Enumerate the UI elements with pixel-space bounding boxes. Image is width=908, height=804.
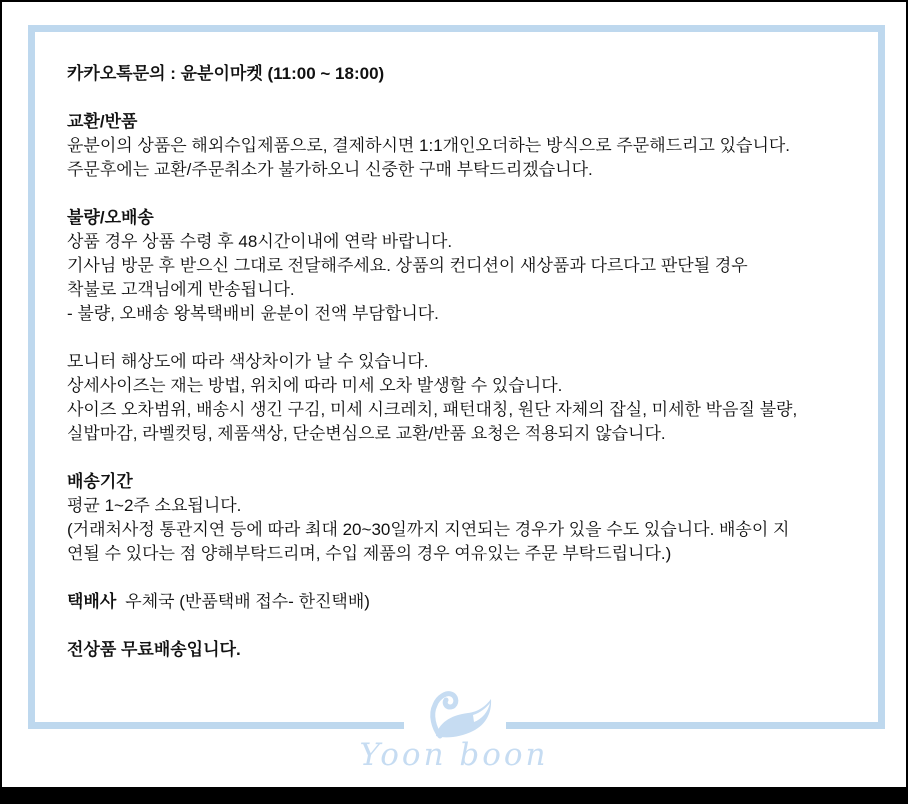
section-heading-delivery: 배송기간 — [67, 472, 133, 491]
swan-icon — [418, 686, 494, 742]
courier-label: 택배사 — [67, 592, 117, 611]
section-delivery-period — [67, 470, 872, 566]
notice-content — [67, 62, 872, 686]
courier-line — [67, 590, 872, 614]
free-shipping-line: 전상품 무료배송입니다. — [67, 640, 241, 659]
notice-line: 기사님 방문 후 받으신 그대로 전달해주세요. 상품의 컨디션이 새상품과 다르다고 판단될 경우 — [67, 256, 748, 275]
kakao-contact-line: 카카오톡문의 : 윤분이마켓 (11:00 ~ 18:00) — [67, 64, 385, 83]
bottom-black-bar — [0, 787, 908, 804]
section-heading-exchange: 교환/반품 — [67, 112, 138, 131]
notice-line: 실밥마감, 라벨컷팅, 제품색상, 단순변심으로 교환/반품 요청은 적용되지 않습니다. — [67, 424, 666, 443]
notice-line: 주문후에는 교환/주문취소가 불가하오니 신중한 구매 부탁드리겠습니다. — [67, 160, 593, 179]
notice-line: 윤분이의 상품은 해외수입제품으로, 결제하시면 1:1개인오더하는 방식으로 주문해드리고 있습니다. — [67, 136, 791, 155]
notice-line: 상세사이즈는 재는 방법, 위치에 따라 미세 오차 발생할 수 있습니다. — [67, 376, 563, 395]
courier-value: 우체국 (반품택배 접수- 한진택배) — [125, 592, 370, 611]
notice-line: - 불량, 오배송 왕복택배비 윤분이 전액 부담합니다. — [67, 304, 439, 323]
notice-line: (거래처사정 통관지연 등에 따라 최대 20~30일까지 지연되는 경우가 있을 수도 있습니다. 배송이 지 — [67, 520, 790, 539]
notice-line: 착불로 고객님에게 반송됩니다. — [67, 280, 295, 299]
section-defect-misdelivery — [67, 206, 872, 326]
section-exchange-return — [67, 110, 872, 182]
notice-line: 평균 1~2주 소요됩니다. — [67, 496, 242, 515]
notice-line: 사이즈 오차범위, 배송시 생긴 구김, 미세 시크레치, 패턴대칭, 원단 자체의 잡실, 미세한 박음질 불량, — [67, 400, 798, 419]
notice-line: 연될 수 있다는 점 양해부탁드리며, 수입 제품의 경우 여유있는 주문 부탁드립니다.) — [67, 544, 672, 563]
section-caution — [67, 350, 872, 446]
notice-line: 상품 경우 상품 수령 후 48시간이내에 연락 바랍니다. — [67, 232, 453, 251]
notice-line: 모니터 해상도에 따라 색상차이가 날 수 있습니다. — [67, 352, 429, 371]
section-heading-defect: 불량/오배송 — [67, 208, 154, 227]
brand-logo-script-text: Yoon boon — [359, 737, 549, 773]
